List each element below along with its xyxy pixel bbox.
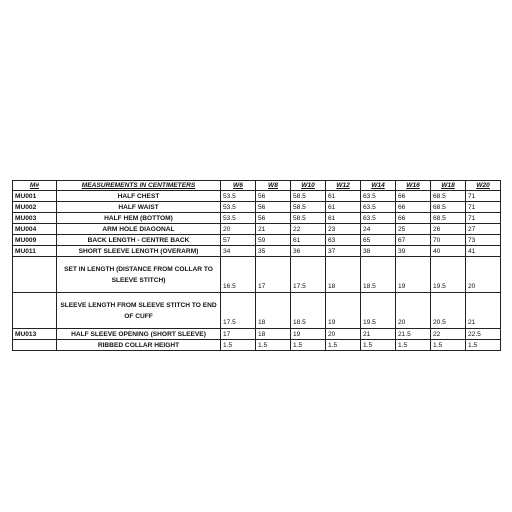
measurement-code: MU011 bbox=[13, 246, 57, 257]
size-value-cell: 1.5 bbox=[291, 340, 326, 351]
table-row bbox=[13, 213, 501, 224]
measurement-code: MU004 bbox=[13, 224, 57, 235]
header-size: W20 bbox=[466, 181, 501, 191]
size-value-cell: 65 bbox=[361, 235, 396, 246]
size-value-cell: 71 bbox=[466, 202, 501, 213]
size-value-cell: 68.5 bbox=[431, 191, 466, 202]
size-value-cell: 61 bbox=[326, 213, 361, 224]
size-value-cell: 19 bbox=[291, 329, 326, 340]
size-value-cell: 18.5 bbox=[361, 257, 396, 293]
measurement-code: MU013 bbox=[13, 329, 57, 340]
size-value-cell: 27 bbox=[466, 224, 501, 235]
size-value-cell: 17 bbox=[256, 257, 291, 293]
size-value-cell: 53.5 bbox=[221, 191, 256, 202]
size-spec-table bbox=[12, 180, 501, 351]
size-value-cell: 63 bbox=[326, 235, 361, 246]
table-row bbox=[13, 191, 501, 202]
measurement-code: MU009 bbox=[13, 235, 57, 246]
table-header-row bbox=[13, 181, 501, 191]
size-value-cell: 66 bbox=[396, 202, 431, 213]
header-size: W14 bbox=[361, 181, 396, 191]
size-value-cell: 37 bbox=[326, 246, 361, 257]
size-value-cell: 19 bbox=[396, 257, 431, 293]
size-value-cell: 35 bbox=[256, 246, 291, 257]
size-value-cell: 71 bbox=[466, 191, 501, 202]
table-row bbox=[13, 340, 501, 351]
size-value-cell: 17 bbox=[221, 329, 256, 340]
measurement-code bbox=[13, 293, 57, 329]
size-value-cell: 38 bbox=[361, 246, 396, 257]
size-value-cell: 70 bbox=[431, 235, 466, 246]
size-value-cell: 26 bbox=[431, 224, 466, 235]
measurement-description: HALF SLEEVE OPENING (SHORT SLEEVE) bbox=[57, 329, 221, 340]
size-value-cell: 56 bbox=[256, 191, 291, 202]
size-value-cell: 56 bbox=[256, 202, 291, 213]
measurement-description: SLEEVE LENGTH FROM SLEEVE STITCH TO END OF CUFF bbox=[57, 293, 221, 329]
size-value-cell: 63.5 bbox=[361, 191, 396, 202]
size-value-cell: 1.5 bbox=[361, 340, 396, 351]
table-row bbox=[13, 224, 501, 235]
size-value-cell: 63.5 bbox=[361, 202, 396, 213]
size-value-cell: 39 bbox=[396, 246, 431, 257]
table-row bbox=[13, 257, 501, 293]
measurement-description: HALF CHEST bbox=[57, 191, 221, 202]
size-value-cell: 58.5 bbox=[291, 213, 326, 224]
size-value-cell: 61 bbox=[291, 235, 326, 246]
size-value-cell: 1.5 bbox=[326, 340, 361, 351]
size-value-cell: 1.5 bbox=[466, 340, 501, 351]
size-value-cell: 19 bbox=[326, 293, 361, 329]
header-size: W16 bbox=[396, 181, 431, 191]
size-value-cell: 22 bbox=[431, 329, 466, 340]
size-value-cell: 68.5 bbox=[431, 202, 466, 213]
table-row bbox=[13, 329, 501, 340]
size-value-cell: 61 bbox=[326, 191, 361, 202]
size-value-cell: 23 bbox=[326, 224, 361, 235]
size-value-cell: 41 bbox=[466, 246, 501, 257]
size-value-cell: 20.5 bbox=[431, 293, 466, 329]
table-row bbox=[13, 235, 501, 246]
size-value-cell: 21.5 bbox=[396, 329, 431, 340]
size-value-cell: 34 bbox=[221, 246, 256, 257]
measurement-code bbox=[13, 340, 57, 351]
size-value-cell: 59 bbox=[256, 235, 291, 246]
table-row bbox=[13, 293, 501, 329]
size-value-cell: 19.5 bbox=[431, 257, 466, 293]
table-row bbox=[13, 202, 501, 213]
measurement-description: ARM HOLE DIAGONAL bbox=[57, 224, 221, 235]
header-code: M# bbox=[13, 181, 57, 191]
size-value-cell: 58.5 bbox=[291, 191, 326, 202]
size-value-cell: 18 bbox=[326, 257, 361, 293]
size-value-cell: 24 bbox=[361, 224, 396, 235]
size-value-cell: 16.5 bbox=[221, 257, 256, 293]
measurement-description: RIBBED COLLAR HEIGHT bbox=[57, 340, 221, 351]
size-value-cell: 18 bbox=[256, 293, 291, 329]
size-value-cell: 21 bbox=[466, 293, 501, 329]
size-value-cell: 18.5 bbox=[291, 293, 326, 329]
measurement-code: MU002 bbox=[13, 202, 57, 213]
size-value-cell: 18 bbox=[256, 329, 291, 340]
size-value-cell: 40 bbox=[431, 246, 466, 257]
size-value-cell: 68.5 bbox=[431, 213, 466, 224]
size-value-cell: 22.5 bbox=[466, 329, 501, 340]
size-value-cell: 21 bbox=[361, 329, 396, 340]
size-value-cell: 20 bbox=[396, 293, 431, 329]
header-size: W8 bbox=[256, 181, 291, 191]
header-size: W12 bbox=[326, 181, 361, 191]
size-value-cell: 53.5 bbox=[221, 213, 256, 224]
size-value-cell: 71 bbox=[466, 213, 501, 224]
size-value-cell: 56 bbox=[256, 213, 291, 224]
size-value-cell: 1.5 bbox=[221, 340, 256, 351]
size-value-cell: 17.5 bbox=[291, 257, 326, 293]
size-value-cell: 1.5 bbox=[431, 340, 466, 351]
measurement-description: SET IN LENGTH (DISTANCE FROM COLLAR TO SLEEVE STITCH) bbox=[57, 257, 221, 293]
size-value-cell: 61 bbox=[326, 202, 361, 213]
size-value-cell: 20 bbox=[326, 329, 361, 340]
measurement-code: MU001 bbox=[13, 191, 57, 202]
table-row bbox=[13, 246, 501, 257]
size-value-cell: 66 bbox=[396, 213, 431, 224]
size-value-cell: 17.5 bbox=[221, 293, 256, 329]
table-body bbox=[13, 191, 501, 351]
measurement-code: MU003 bbox=[13, 213, 57, 224]
size-value-cell: 20 bbox=[466, 257, 501, 293]
size-value-cell: 22 bbox=[291, 224, 326, 235]
size-value-cell: 25 bbox=[396, 224, 431, 235]
header-size: W18 bbox=[431, 181, 466, 191]
size-value-cell: 1.5 bbox=[396, 340, 431, 351]
size-value-cell: 57 bbox=[221, 235, 256, 246]
header-size: W10 bbox=[291, 181, 326, 191]
size-value-cell: 66 bbox=[396, 191, 431, 202]
size-value-cell: 36 bbox=[291, 246, 326, 257]
size-value-cell: 20 bbox=[221, 224, 256, 235]
measurement-description: HALF WAIST bbox=[57, 202, 221, 213]
size-value-cell: 67 bbox=[396, 235, 431, 246]
size-value-cell: 53.5 bbox=[221, 202, 256, 213]
size-value-cell: 21 bbox=[256, 224, 291, 235]
size-value-cell: 63.5 bbox=[361, 213, 396, 224]
measurement-description: SHORT SLEEVE LENGTH (OVERARM) bbox=[57, 246, 221, 257]
measurement-description: BACK LENGTH - CENTRE BACK bbox=[57, 235, 221, 246]
size-value-cell: 1.5 bbox=[256, 340, 291, 351]
measurement-description: HALF HEM (BOTTOM) bbox=[57, 213, 221, 224]
header-measurement: MEASUREMENTS IN CENTIMETERS bbox=[57, 181, 221, 191]
size-value-cell: 58.5 bbox=[291, 202, 326, 213]
size-value-cell: 19.5 bbox=[361, 293, 396, 329]
header-size: W6 bbox=[221, 181, 256, 191]
measurement-code bbox=[13, 257, 57, 293]
size-value-cell: 73 bbox=[466, 235, 501, 246]
measurement-sheet bbox=[12, 180, 500, 351]
